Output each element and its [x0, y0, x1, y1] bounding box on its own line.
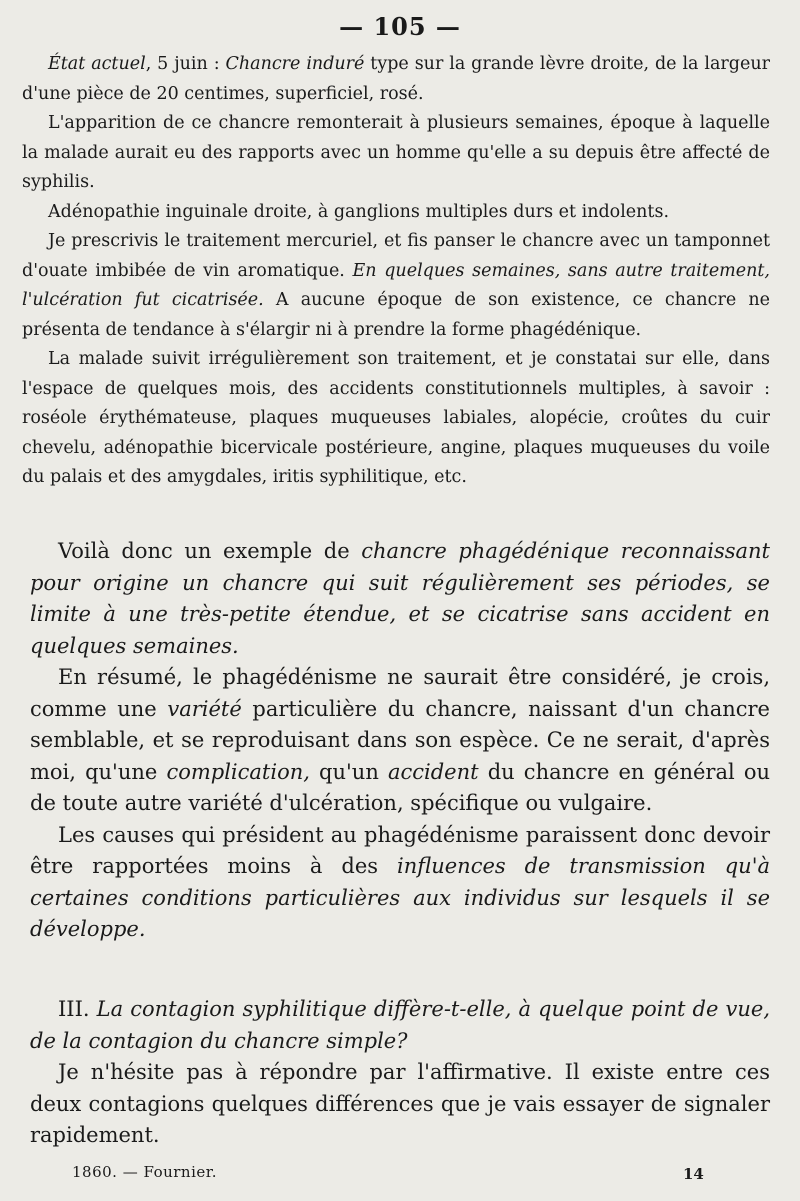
paragraph-summary: En résumé, le phagédénisme ne saurait être considéré, je crois, comme une variété particulière du chancre, naissant d'un chancre semblable, et se reproduisant dans son espèce. Ce ne serait, d'après moi, qu'une complication, qu'un accident du chancre en général ou de toute autre variété d'ulcération, spécifique ou vulgaire. [30, 665, 770, 815]
paragraph-onset: L'apparition de ce chancre remonterait à plusieurs semaines, époque à laquelle la malade aurait eu des rapports avec un homme qu'elle a su depuis être affecté de syphilis. [22, 113, 770, 192]
section-number: III. [58, 997, 97, 1021]
paragraph-answer: Je n'hésite pas à répondre par l'affirmative. Il existe entre ces deux contagions quelques différences que je vais essayer de signaler rapidement. [30, 1060, 770, 1147]
case-report-section [22, 50, 770, 493]
signature-mark: 14 [683, 1165, 704, 1183]
footer-signature: 1860. — Fournier. [72, 1163, 218, 1181]
paragraph-constitutional-accidents: La malade suivit irrégulièrement son traitement, et je constatai sur elle, dans l'espace de quelques mois, des accidents constitutionnels multiples, à savoir : roséole érythémateuse, plaques muqueuses labiales, alopécie, croûtes du cuir chevelu, adénopathie bicervicale postérieure, angine, plaques muqueuses du voile du palais et des amygdales, iritis syphilitique, etc. [22, 349, 770, 487]
lead-label: État actuel [48, 54, 146, 74]
paragraph-treatment: Je prescrivis le traitement mercuriel, et fis panser le chancre avec un tamponnet d'ouate imbibée de vin aromatique. En quelques semaines, sans autre traitement, l'ulcération fut cicatrisée. A aucune époque de son existence, ce chancre ne présenta de tendance à s'élargir ni à prendre la forme phagédénique. [22, 231, 770, 340]
section-iii [30, 994, 770, 1152]
paragraph-example: Voilà donc un exemple de chancre phagédénique reconnaissant pour origine un chancre qui suit régulièrement ses périodes, se limite à une très-petite étendue, et se cicatrise sans accident en quelques semaines. [30, 539, 770, 658]
discussion-section [30, 536, 770, 946]
paragraph-adenopathy: Adénopathie inguinale droite, à ganglions multiples durs et indolents. [48, 201, 670, 222]
paragraph-current-state: État actuel, 5 juin : Chancre induré type sur la grande lèvre droite, de la largeur d'une pièce de 20 centimes, superficiel, rosé. [22, 54, 770, 104]
paragraph-causes: Les causes qui président au phagédénisme paraissent donc devoir être rapportées moins à des influences de transmission qu'à certaines conditions particulières aux individus sur lesquels il se développe. [30, 822, 770, 941]
page-number: — 105 — [339, 12, 461, 41]
section-heading: III. La contagion syphilitique diffère-t-elle, à quelque point de vue, de la contagion du chancre simple? [30, 997, 770, 1053]
